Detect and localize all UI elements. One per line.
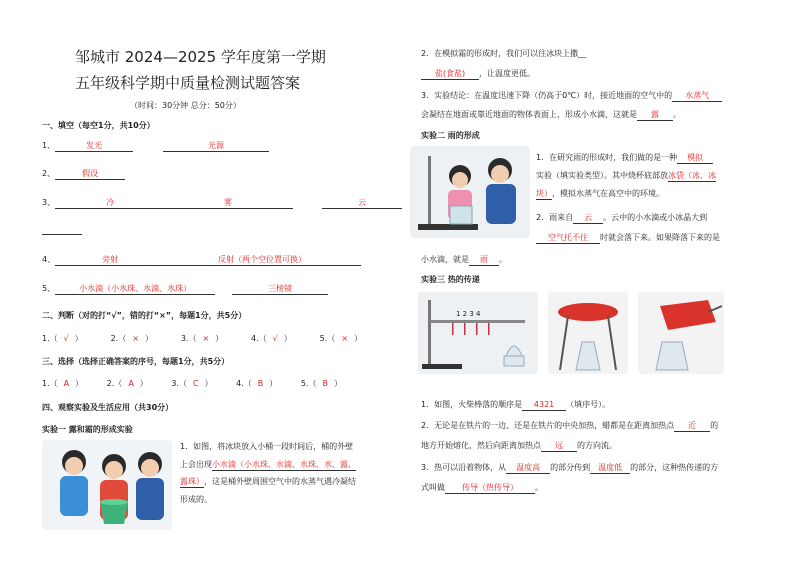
e3-answer4: 温度高 (506, 462, 550, 474)
fill-q5: 5、 小水滴（小水珠、水滴、水珠） (42, 283, 215, 295)
fill-q5-answer-b: 三棱镜 (232, 283, 328, 295)
judge-item: 5.（ × ） (319, 334, 362, 343)
exp3-metal-rod-photo (418, 292, 538, 374)
e2-line3: 块），模拟水蒸气在高空中的环境。 (536, 189, 664, 198)
e2-answer2-cont: 块） (536, 189, 552, 198)
e3-answer6: 传导（热传导） (445, 482, 535, 494)
fill-q3-answer-a: 冷 (55, 197, 165, 209)
section-choice-heading: 三、选择（选择正确答案的序号，每题1分，共5分） (42, 357, 230, 366)
e2-line4: 2．雨来自 云 。云中的小水滴或小冰晶大到 (536, 213, 708, 222)
fill-q3-answer-b: 雾 (163, 197, 293, 209)
e3-answer5: 温度低 (590, 462, 630, 474)
exp1-line1: 1．如图，将冰块放入小桶一段时间后，桶的外壁 (180, 442, 354, 451)
e3-answer3: 远 (541, 440, 577, 452)
exp1-answer-cont: 露珠） (180, 477, 204, 486)
e2-answer2: 冰袋（冰、冰 (668, 171, 716, 180)
fill-q5-answer-a: 小水滴（小水珠、水滴、水珠） (55, 283, 215, 295)
choice-item: 5.（ B ） (300, 379, 342, 388)
e3-answer2: 近 (674, 420, 710, 432)
fill-q4-answer-b: 反射（两个空位置可换） (163, 254, 361, 266)
fill-q5-b (232, 283, 328, 295)
r-q3-line2: 会凝结在地面或靠近地面的物体表面上，形成小水滴，这就是 露 。 (421, 110, 681, 119)
exp3-title: 实验三 热的传递 (421, 275, 480, 284)
e2-line6: 小水滴，就是 雨 。 (421, 255, 507, 264)
ruler-numbers: 1 2 3 4 (456, 310, 481, 318)
fill-q1-b (163, 140, 269, 152)
fill-q3-continuation-line (42, 234, 82, 235)
section-observe-heading: 四、观察实验及生活应用（共30分） (42, 403, 174, 412)
exam-meta: （时间：30分钟 总分：50分） (130, 101, 241, 110)
e2-answer4: 空气托不住 (536, 232, 600, 244)
judge-item: 1.（ √ ） (42, 334, 83, 343)
choice-item: 3.（ C ） (171, 379, 213, 388)
choice-item: 4.（ B ） (236, 379, 278, 388)
e3-line2: 2．无论是在铁片的一边、还是在铁片的中央加热，蜡都是在距离加热点 近 的 (421, 421, 719, 430)
judge-item: 3.（ × ） (180, 334, 224, 343)
exp1-children-bucket-photo (42, 440, 172, 530)
r-q2-line1: 2．在模拟霜的形成时，我们可以往冰块上撒__ (421, 49, 587, 58)
e2-answer1: 模拟 (677, 152, 713, 164)
fill-q3-b (163, 197, 293, 209)
exp3-round-plate-photo (548, 292, 628, 374)
r-q3-answer2: 露 (637, 109, 673, 121)
exp1-line3: 露珠），这是桶外壁周围空气中的水蒸气遇冷凝结 (180, 477, 356, 486)
e3-line4: 3．热可以沿着物体，从 温度高 的部分传到 温度低 的部分，这种热传递的方 (421, 463, 719, 472)
judge-item: 2.（ × ） (110, 334, 153, 343)
fill-q4: 4、 旁射 (42, 254, 165, 266)
e3-answer1: 4321 (522, 399, 566, 411)
exp3-square-plate-photo (638, 292, 724, 374)
exp2-rain-experiment-photo (410, 146, 530, 238)
fill-q2: 2、 假设 (42, 168, 125, 180)
exp2-title: 实验二 雨的形成 (421, 131, 480, 140)
r-q2-line2: 盐(食盐) ，让温度更低。 (421, 68, 535, 80)
choice-item: 1.（ A ） (42, 379, 84, 388)
r-q3-line1: 3．实验结论：在温度迅速下降（仍高于0℃）时，接近地面的空气中的 水蒸气 (421, 90, 722, 102)
section-fill-heading: 一、填空（每空1分，共10分） (42, 121, 155, 130)
e2-line5: 空气托不住 时就会落下来。如果降落下来的是 (536, 232, 720, 244)
exp1-answer: 小水滴（小水珠、水滴、水珠、水、露、 (212, 460, 356, 469)
judge-item: 4.（ √ ） (251, 334, 292, 343)
fill-q1-answer-a: 发光 (55, 140, 133, 152)
e2-answer3: 云 (573, 212, 603, 224)
r-q2-answer: 盐(食盐) (421, 68, 479, 80)
judge-answers (42, 333, 362, 344)
exam-title-line1: 邹城市 2024—2025 学年度第一学期 (75, 48, 326, 66)
e2-line1: 1．在研究雨的形成时，我们做的是一种 模拟 (536, 152, 713, 164)
e3-line3: 地方开始熔化，然后向距离加热点 远 的方向流。 (421, 441, 617, 450)
e3-line5: 式叫做 传导（热传导） 。 (421, 483, 543, 492)
fill-q4-b (163, 254, 361, 266)
exp1-line2: 上会出现小水滴（小水珠、水滴、水珠、水、露、 (180, 460, 356, 469)
fill-q3-answer-c: 云 (322, 197, 402, 209)
section-judge-heading: 二、判断（对的打“√”，错的打“×”，每题1分，共5分） (42, 311, 247, 320)
fill-q1-answer-b: 光源 (163, 140, 269, 152)
e2-answer5: 雨 (469, 254, 499, 266)
exp1-line4: 形成的。 (180, 495, 212, 504)
exp1-title: 实验一 露和霜的形成实验 (42, 425, 133, 434)
fill-q2-answer: 假设 (55, 168, 125, 180)
fill-q4-answer-a: 旁射 (55, 254, 165, 266)
choice-item: 2.（ A ） (106, 379, 148, 388)
e2-line2: 实验（填实验类型）。其中烧杯底部放冰袋（冰、冰 (536, 171, 716, 180)
exam-title-line2: 五年级科学期中质量检测试题答案 (75, 74, 301, 92)
r-q3-answer1: 水蒸气 (672, 90, 722, 102)
choice-answers (42, 378, 342, 389)
fill-q3-c (322, 197, 402, 209)
fill-q3: 3、 冷 (42, 197, 165, 209)
fill-q1: 1、 发光 (42, 140, 133, 152)
e3-line1: 1．如图，火柴棒落的顺序是 4321 （填序号）。 (421, 400, 611, 409)
